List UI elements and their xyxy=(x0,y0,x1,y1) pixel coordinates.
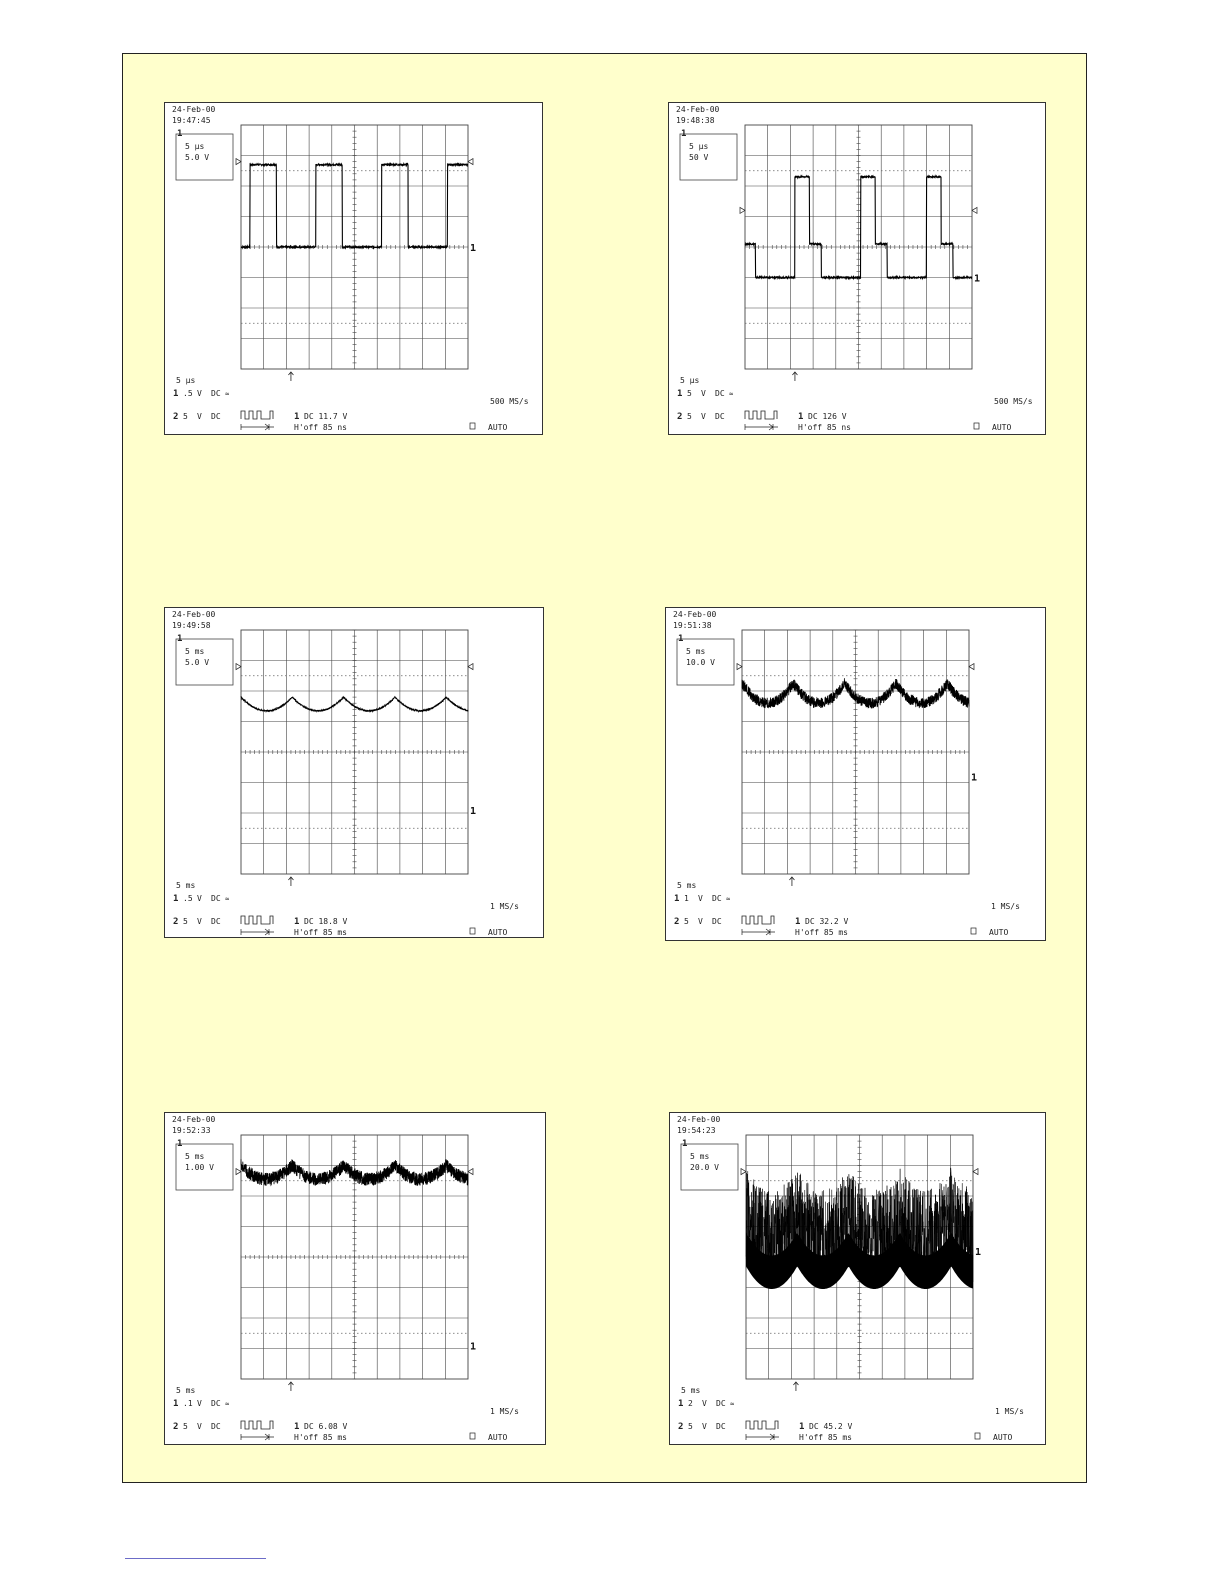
footer-holdoff: H'off 85 ms xyxy=(294,1433,347,1442)
footer-ch2-coupling: DC xyxy=(712,917,722,926)
trigger-level-marker-right xyxy=(972,207,977,213)
footer-trigger-channel: 1 xyxy=(798,412,804,422)
capture-time: 19:48:38 xyxy=(676,116,715,125)
footer-trigger-level: DC 11.7 V xyxy=(304,412,348,421)
footer-ch1-scale: 5 xyxy=(687,389,692,398)
footer-trigger-level: DC 18.8 V xyxy=(304,917,348,926)
footer-holdoff: H'off 85 ms xyxy=(795,928,848,937)
footer-trigger-channel: 1 xyxy=(799,1422,805,1432)
footer-sample-rate: 1 MS/s xyxy=(991,902,1020,911)
footer-ch2-coupling: DC xyxy=(211,917,221,926)
footer-ch1-marker: 1 xyxy=(677,389,683,399)
mode-icon xyxy=(470,1433,475,1439)
readout-time-div: 5 ms xyxy=(185,1152,205,1161)
mode-icon xyxy=(974,423,979,429)
scope-display xyxy=(165,608,543,937)
footer-ch2-coupling: DC xyxy=(211,412,221,421)
trigger-position-arrow xyxy=(792,372,797,381)
ground-marker: 1 xyxy=(470,243,477,254)
capture-time: 19:51:38 xyxy=(673,621,712,630)
footer-ch2-coupling: DC xyxy=(715,412,725,421)
holdoff-icon xyxy=(742,929,775,935)
capture-date: 24-Feb-00 xyxy=(172,105,216,114)
footer-timebase: 5 ms xyxy=(677,881,697,890)
readout-volt-div: 5.0 V xyxy=(185,153,210,162)
figure-panel xyxy=(122,53,1087,1483)
footer-ch2-scale: 5 xyxy=(687,412,692,421)
graticule xyxy=(742,630,969,874)
scope-screenshot-1 xyxy=(164,102,543,435)
readout-volt-div: 1.00 V xyxy=(185,1163,214,1172)
footer-ch1-coupling: DC xyxy=(211,894,221,903)
footer-ch2-scale: 5 xyxy=(183,412,188,421)
trigger-waveform-icon xyxy=(745,411,777,419)
footer-ch1-coupling: DC xyxy=(211,1399,221,1408)
capture-date: 24-Feb-00 xyxy=(172,610,216,619)
trigger-level-marker-right xyxy=(969,664,974,670)
trigger-position-arrow xyxy=(288,372,293,381)
trigger-waveform-icon xyxy=(241,1421,273,1429)
footer-sample-rate: 500 MS/s xyxy=(490,397,529,406)
footer-ch1-coupling: DC xyxy=(211,389,221,398)
footer-ch2-marker: 2 xyxy=(677,412,683,422)
graticule xyxy=(241,630,468,874)
ground-marker: 1 xyxy=(974,273,981,285)
readout-time-div: 5 ms xyxy=(185,647,205,656)
footer-ch1-marker: 1 xyxy=(173,389,179,399)
trigger-level-marker-left xyxy=(740,207,745,213)
readout-time-div: 5 ms xyxy=(686,647,706,656)
footer-ch1-unit: V xyxy=(702,1399,707,1408)
footer-trigger-channel: 1 xyxy=(294,412,300,422)
capture-date: 24-Feb-00 xyxy=(172,1115,216,1124)
bw-limit-icon: ≈ xyxy=(225,390,230,398)
footer-holdoff: H'off 85 ms xyxy=(294,928,347,937)
footer-ch1-scale: .1 xyxy=(183,1399,193,1408)
scope-screenshot-3 xyxy=(164,607,544,938)
readout-volt-div: 5.0 V xyxy=(185,658,210,667)
trigger-level-marker-right xyxy=(468,664,473,670)
footer-ch2-marker: 2 xyxy=(678,1422,684,1432)
scope-screenshot-2 xyxy=(668,102,1046,435)
footer-ch2-unit: V xyxy=(701,412,706,421)
readout-channel-marker: 1 xyxy=(681,129,687,139)
footer-mode: AUTO xyxy=(488,928,508,937)
footer-sample-rate: 1 MS/s xyxy=(490,902,519,911)
graticule xyxy=(745,125,972,369)
scope-screenshot-4 xyxy=(665,607,1046,941)
holdoff-icon xyxy=(745,424,778,430)
trigger-waveform-icon xyxy=(241,916,273,924)
holdoff-icon xyxy=(746,1434,779,1440)
footer-ch1-coupling: DC xyxy=(715,389,725,398)
footer-ch1-scale: 2 xyxy=(688,1399,693,1408)
capture-date: 24-Feb-00 xyxy=(673,610,717,619)
footer-ch1-unit: V xyxy=(197,389,202,398)
mode-icon xyxy=(971,928,976,934)
trigger-level-marker-left xyxy=(236,159,241,165)
footer-ch1-marker: 1 xyxy=(678,1399,684,1409)
footer-ch1-coupling: DC xyxy=(716,1399,726,1408)
footer-ch2-unit: V xyxy=(197,917,202,926)
capture-time: 19:54:23 xyxy=(677,1126,716,1135)
scope-display xyxy=(670,1113,1045,1444)
readout-volt-div: 20.0 V xyxy=(690,1163,719,1172)
readout-channel-marker: 1 xyxy=(678,634,684,644)
mode-icon xyxy=(975,1433,980,1439)
capture-time: 19:49:58 xyxy=(172,621,211,630)
footnote-rule xyxy=(125,1558,266,1559)
footer-sample-rate: 1 MS/s xyxy=(995,1407,1024,1416)
scope-screenshot-6 xyxy=(669,1112,1046,1445)
footer-holdoff: H'off 85 ms xyxy=(799,1433,852,1442)
footer-ch1-marker: 1 xyxy=(173,894,179,904)
footer-timebase: 5 ms xyxy=(176,1386,196,1395)
footer-holdoff: H'off 85 ns xyxy=(294,423,347,432)
footer-trigger-level: DC 126 V xyxy=(808,412,847,421)
trigger-level-marker-right xyxy=(468,159,473,165)
scope-screenshot-5 xyxy=(164,1112,546,1445)
footer-trigger-level: DC 45.2 V xyxy=(809,1422,853,1431)
footer-timebase: 5 ms xyxy=(681,1386,701,1395)
bw-limit-icon: ≈ xyxy=(729,390,734,398)
scope-display xyxy=(666,608,1045,940)
footer-ch1-unit: V xyxy=(197,1399,202,1408)
footer-ch1-scale: .5 xyxy=(183,389,193,398)
footer-ch2-unit: V xyxy=(702,1422,707,1431)
holdoff-icon xyxy=(241,929,274,935)
capture-time: 19:47:45 xyxy=(172,116,211,125)
mode-icon xyxy=(470,928,475,934)
readout-volt-div: 50 V xyxy=(689,153,709,162)
readout-time-div: 5 µs xyxy=(185,142,205,151)
footer-ch2-unit: V xyxy=(698,917,703,926)
footer-ch2-unit: V xyxy=(197,1422,202,1431)
footer-mode: AUTO xyxy=(488,423,508,432)
footer-mode: AUTO xyxy=(993,1433,1013,1442)
footer-timebase: 5 ms xyxy=(176,881,196,890)
holdoff-icon xyxy=(241,424,274,430)
readout-channel-marker: 1 xyxy=(682,1139,688,1149)
footer-trigger-level: DC 6.08 V xyxy=(304,1422,348,1431)
trigger-level-marker-left xyxy=(741,1169,746,1175)
readout-channel-marker: 1 xyxy=(177,1139,183,1149)
trigger-position-arrow xyxy=(288,1382,293,1391)
capture-time: 19:52:33 xyxy=(172,1126,211,1135)
footer-timebase: 5 µs xyxy=(176,376,196,385)
readout-time-div: 5 µs xyxy=(689,142,709,151)
footer-ch2-coupling: DC xyxy=(716,1422,726,1431)
footer-ch2-scale: 5 xyxy=(183,917,188,926)
capture-date: 24-Feb-00 xyxy=(677,1115,721,1124)
footer-ch1-scale: .5 xyxy=(183,894,193,903)
footer-ch1-scale: 1 xyxy=(684,894,689,903)
capture-date: 24-Feb-00 xyxy=(676,105,720,114)
footer-ch1-marker: 1 xyxy=(173,1399,179,1409)
footer-ch1-unit: V xyxy=(197,894,202,903)
footer-ch1-coupling: DC xyxy=(712,894,722,903)
trigger-waveform-icon xyxy=(742,916,774,924)
footer-ch2-coupling: DC xyxy=(211,1422,221,1431)
ground-marker: 1 xyxy=(470,805,477,817)
footer-mode: AUTO xyxy=(989,928,1009,937)
trigger-level-marker-right xyxy=(973,1169,978,1175)
ground-marker: 1 xyxy=(470,1341,477,1353)
footer-ch2-marker: 2 xyxy=(674,917,680,927)
trigger-waveform-icon xyxy=(241,411,273,419)
bw-limit-icon: ≈ xyxy=(225,1400,230,1408)
footer-trigger-level: DC 32.2 V xyxy=(805,917,849,926)
footer-ch2-scale: 5 xyxy=(688,1422,693,1431)
holdoff-icon xyxy=(241,1434,274,1440)
trigger-position-arrow xyxy=(789,877,794,886)
mode-icon xyxy=(470,423,475,429)
footer-trigger-channel: 1 xyxy=(294,917,300,927)
readout-channel-marker: 1 xyxy=(177,129,183,139)
scope-display xyxy=(165,103,542,434)
footer-ch1-unit: V xyxy=(701,389,706,398)
ground-marker: 1 xyxy=(971,772,978,784)
footer-ch2-scale: 5 xyxy=(684,917,689,926)
footer-ch2-scale: 5 xyxy=(183,1422,188,1431)
readout-time-div: 5 ms xyxy=(690,1152,710,1161)
trigger-level-marker-left xyxy=(236,1169,241,1175)
bw-limit-icon: ≈ xyxy=(726,895,731,903)
trigger-level-marker-left xyxy=(236,664,241,670)
footer-sample-rate: 500 MS/s xyxy=(994,397,1033,406)
trigger-position-arrow xyxy=(288,877,293,886)
footer-trigger-channel: 1 xyxy=(294,1422,300,1432)
ground-marker: 1 xyxy=(975,1246,982,1258)
scope-display xyxy=(165,1113,545,1444)
bw-limit-icon: ≈ xyxy=(730,1400,735,1408)
footer-ch1-unit: V xyxy=(698,894,703,903)
trigger-waveform-icon xyxy=(746,1421,778,1429)
footer-holdoff: H'off 85 ns xyxy=(798,423,851,432)
footer-ch1-marker: 1 xyxy=(674,894,680,904)
bw-limit-icon: ≈ xyxy=(225,895,230,903)
footer-mode: AUTO xyxy=(488,1433,508,1442)
footer-sample-rate: 1 MS/s xyxy=(490,1407,519,1416)
scope-display xyxy=(669,103,1045,434)
readout-channel-marker: 1 xyxy=(177,634,183,644)
footer-trigger-channel: 1 xyxy=(795,917,801,927)
readout-volt-div: 10.0 V xyxy=(686,658,715,667)
trigger-level-marker-right xyxy=(468,1169,473,1175)
trigger-position-arrow xyxy=(793,1382,798,1391)
trigger-level-marker-left xyxy=(737,664,742,670)
footer-ch2-marker: 2 xyxy=(173,1422,179,1432)
footer-ch2-marker: 2 xyxy=(173,917,179,927)
footer-timebase: 5 µs xyxy=(680,376,700,385)
footer-ch2-marker: 2 xyxy=(173,412,179,422)
footer-ch2-unit: V xyxy=(197,412,202,421)
footer-mode: AUTO xyxy=(992,423,1012,432)
